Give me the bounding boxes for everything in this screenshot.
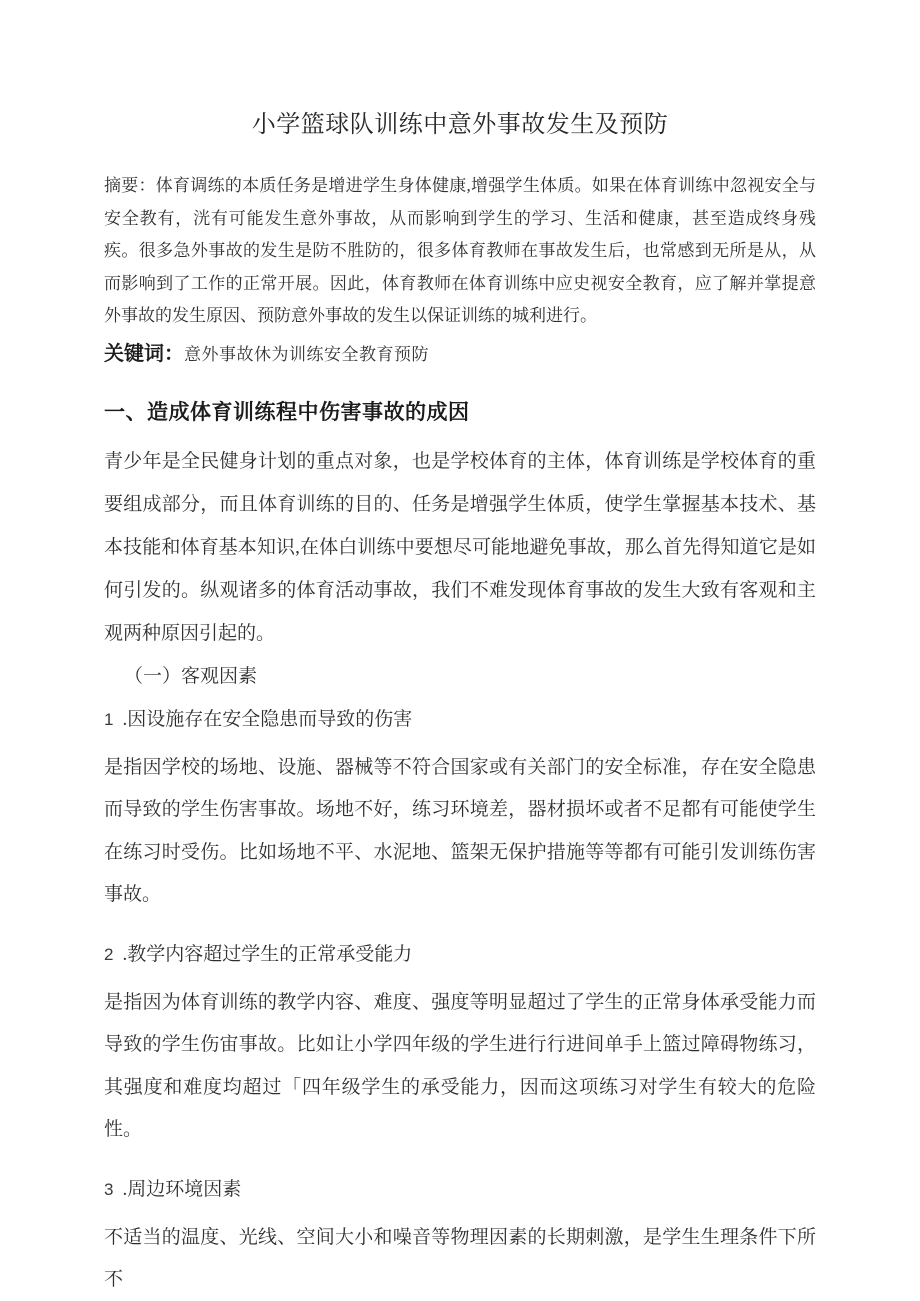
item-heading-3 (104, 1168, 816, 1211)
abstract-paragraph (104, 170, 816, 333)
section-heading: 一、造成体育训练程中伤害事故的成因 (104, 400, 470, 424)
keywords-label: 关键词： (104, 342, 184, 365)
item-title-3: .周边环境因素 (122, 1178, 242, 1200)
item-paragraph-3: 不适当的温度、光线、空间大小和噪音等物理因素的长期刺激，是学生生理条件下所不 (104, 1226, 816, 1290)
item-heading-2 (104, 933, 816, 976)
abstract-text: 体育调练的本质任务是增进学生身体健康,增强学生体质。如果在体育训练中忽视安全与安全教有，洸有可能发生意外事故，从而影响到学生的学习、生活和健康，甚至造成终身残疾。很多急外事故的发生是防不胜防的，很多体育教师在事故发生后，也常感到无所是从，从而影响到了工作的正常开展。因此，体育教师在体育训练中应史视安全教育，应了解并掌提意外事故的发生原因、预防意外事故的发生以保证训练的城利进行。 (104, 176, 817, 325)
item-paragraph-1: 是指因学校的场地、设施、器械等不符合国家或有关部门的安全标准，存在安全隐患而导致的学生伤害事故。场地不好，练习环境差，器材损坏或者不足都有可能使学生在练习时受伤。比如场地不平、水泥地、篮架无保护措施等等都有可能引发训练伤害事故。 (104, 756, 816, 905)
item-paragraph-2: 是指因为体育训练的教学内容、难度、强度等明显超过了学生的正常身体承受能力而导致的学生伤宙事故。比如让小学四年级的学生进行行进间单手上篮过障碍物练习，其强度和难度均超过「四年级学生的承受能力，因而这项练习对学生有较大的危险性。 (104, 991, 816, 1140)
subsection-heading: （一）客观因素 (124, 665, 258, 687)
item-number-3: 3 (104, 1179, 114, 1199)
keywords-text: 意外事故休为训练安全教育预防 (184, 344, 429, 364)
document-title: 小学篮球队训练中意外事故发生及预防 (251, 112, 669, 138)
section-intro-paragraph: 青少年是全民健身计划的重点对象，也是学校体育的主体，体育训练是学校体育的重要组成部分，而且体育训练的目的、任务是增强学生体质，使学生掌握基本技术、基本技能和体育基本知识,在体白训练中要想尽可能地避免事故，那么首先得知道它是如何引发的。纵观诸多的体育活动事故，我们不难发现体育事故的发生大致有客观和主观两种原因引起的。 (104, 450, 816, 644)
item-number-2: 2 (104, 944, 114, 964)
item-number-1: 1 (104, 709, 114, 729)
item-title-2: .教学内容超过学生的正常承受能力 (122, 943, 413, 965)
item-heading-1 (104, 698, 816, 741)
item-title-1: .因设施存在安全隐患而导致的伤害 (122, 708, 413, 730)
abstract-label: 摘要： (104, 176, 156, 195)
keywords-line (104, 339, 816, 371)
